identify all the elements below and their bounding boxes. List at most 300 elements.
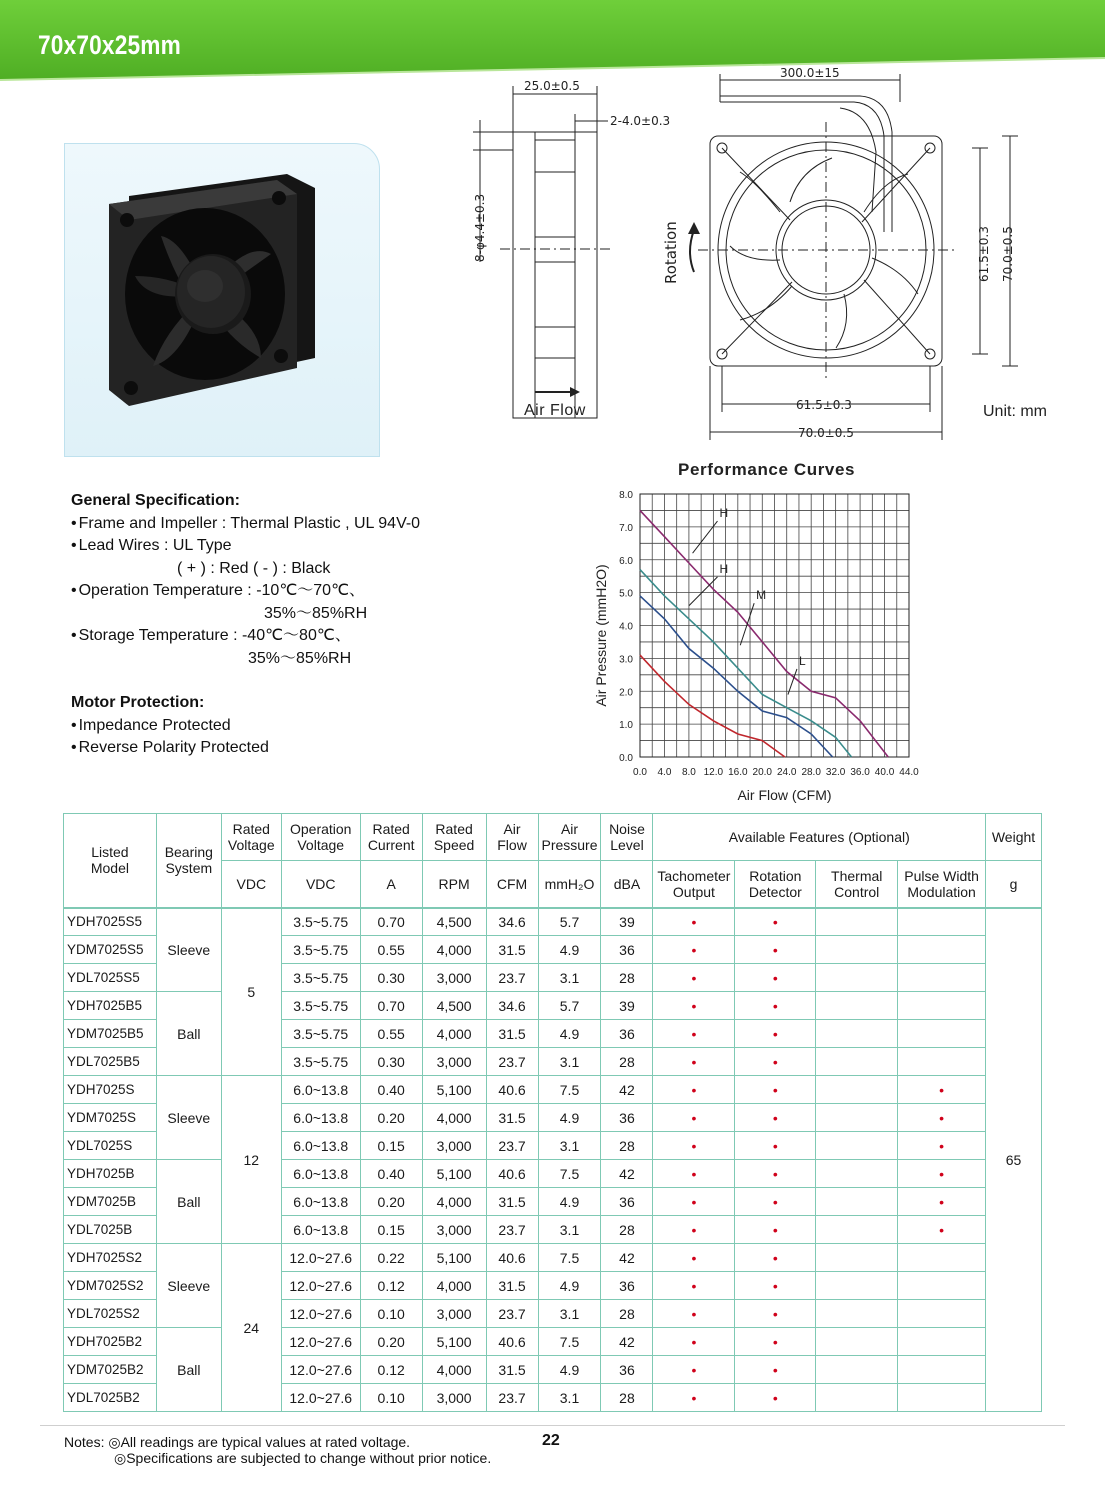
cell-feature-pwm — [898, 964, 986, 992]
cell-operation-voltage: 3.5~5.75 — [281, 964, 360, 992]
x-tick-label: 40.0 — [874, 767, 895, 778]
dim-size-v-label: 70.0±0.5 — [1001, 226, 1015, 282]
cell-bearing: Ball — [156, 1328, 221, 1412]
cell-feature-rot: • — [735, 1076, 816, 1104]
cell-feature-thermal — [816, 1216, 898, 1244]
cell-air-flow: 23.7 — [486, 1384, 538, 1412]
col-rated-voltage: Rated Voltage — [221, 814, 281, 861]
col-rated-current: Rated Current — [360, 814, 422, 861]
cell-feature-thermal — [816, 1244, 898, 1272]
cell-operation-voltage: 6.0~13.8 — [281, 1160, 360, 1188]
cell-operation-voltage: 6.0~13.8 — [281, 1188, 360, 1216]
cell-feature-rot: • — [735, 908, 816, 936]
cell-rated-current: 0.30 — [360, 1048, 422, 1076]
y-tick-label: 0.0 — [619, 753, 633, 764]
cell-rated-current: 0.55 — [360, 936, 422, 964]
cell-rated-speed: 4,000 — [422, 1272, 486, 1300]
cell-feature-rot: • — [735, 1356, 816, 1384]
airflow-label: Air Flow — [524, 402, 586, 419]
cell-rated-current: 0.20 — [360, 1328, 422, 1356]
cell-air-pressure: 4.9 — [538, 1188, 601, 1216]
cell-rated-current: 0.30 — [360, 964, 422, 992]
cell-feature-tach: • — [653, 1384, 735, 1412]
cell-rated-voltage: 12 — [221, 1076, 281, 1244]
x-tick-label: 0.0 — [633, 767, 647, 778]
cell-feature-thermal — [816, 1048, 898, 1076]
x-tick-label: 36.0 — [850, 767, 870, 778]
cell-rated-speed: 5,100 — [422, 1244, 486, 1272]
page-title: 70x70x25mm — [38, 30, 181, 60]
notes-label: Notes: — [64, 1434, 105, 1450]
x-tick-label: 24.0 — [776, 767, 797, 778]
cell-noise: 28 — [601, 1132, 653, 1160]
cell-rated-current: 0.12 — [360, 1356, 422, 1384]
cell-noise: 36 — [601, 1104, 653, 1132]
dim-hole-spacing-h-label: 61.5±0.3 — [796, 398, 852, 412]
cell-model: YDH7025B5 — [64, 992, 157, 1020]
cell-model: YDM7025S5 — [64, 936, 157, 964]
cell-feature-pwm: • — [898, 1132, 986, 1160]
cell-noise: 42 — [601, 1328, 653, 1356]
cell-air-flow: 31.5 — [486, 1104, 538, 1132]
cell-operation-voltage: 3.5~5.75 — [281, 908, 360, 936]
table-row — [64, 1076, 1042, 1104]
cell-air-pressure: 3.1 — [538, 1216, 601, 1244]
cell-feature-pwm: • — [898, 1104, 986, 1132]
cell-feature-thermal — [816, 964, 898, 992]
cell-feature-rot: • — [735, 936, 816, 964]
cell-noise: 28 — [601, 964, 653, 992]
cell-feature-rot: • — [735, 1132, 816, 1160]
cell-feature-thermal — [816, 1076, 898, 1104]
cell-feature-pwm — [898, 936, 986, 964]
cell-feature-pwm — [898, 1300, 986, 1328]
note-1: ◎All readings are typical values at rated voltage. — [108, 1434, 411, 1450]
cell-operation-voltage: 3.5~5.75 — [281, 1020, 360, 1048]
cell-feature-tach: • — [653, 1132, 735, 1160]
rotation-label: Rotation — [662, 221, 680, 284]
unit-rated-speed: RPM — [422, 861, 486, 908]
col-weight: Weight — [986, 814, 1042, 861]
cell-operation-voltage: 6.0~13.8 — [281, 1132, 360, 1160]
cell-operation-voltage: 12.0~27.6 — [281, 1272, 360, 1300]
series-leader-line — [740, 603, 754, 645]
cell-noise: 36 — [601, 936, 653, 964]
cell-rated-speed: 4,000 — [422, 1020, 486, 1048]
cell-feature-thermal — [816, 1188, 898, 1216]
cell-noise: 42 — [601, 1076, 653, 1104]
cell-air-pressure: 3.1 — [538, 1048, 601, 1076]
cell-air-pressure: 7.5 — [538, 1244, 601, 1272]
cell-operation-voltage: 6.0~13.8 — [281, 1104, 360, 1132]
y-tick-label: 2.0 — [619, 687, 633, 699]
table-row — [64, 1244, 1042, 1272]
cell-feature-rot: • — [735, 992, 816, 1020]
series-line-l — [640, 655, 785, 757]
col-noise: Noise Level — [601, 814, 653, 861]
cell-rated-speed: 4,500 — [422, 992, 486, 1020]
cell-rated-current: 0.20 — [360, 1104, 422, 1132]
cell-rated-current: 0.15 — [360, 1132, 422, 1160]
x-tick-label: 12.0 — [703, 767, 724, 778]
x-tick-label: 28.0 — [801, 767, 821, 778]
cell-feature-pwm: • — [898, 1216, 986, 1244]
cell-feature-rot: • — [735, 1272, 816, 1300]
cell-feature-thermal — [816, 908, 898, 936]
spec-table — [63, 813, 1042, 1412]
cell-operation-voltage: 12.0~27.6 — [281, 1300, 360, 1328]
cell-bearing: Sleeve — [156, 908, 221, 992]
unit-rated-voltage: VDC — [221, 861, 281, 908]
cell-air-pressure: 4.9 — [538, 936, 601, 964]
cell-bearing: Sleeve — [156, 1076, 221, 1160]
cell-air-pressure: 4.9 — [538, 1272, 601, 1300]
cell-air-flow: 34.6 — [486, 992, 538, 1020]
cell-feature-tach: • — [653, 1076, 735, 1104]
cell-bearing: Sleeve — [156, 1244, 221, 1328]
cell-model: YDM7025S — [64, 1104, 157, 1132]
col-rotation-detector: Rotation Detector — [735, 861, 816, 908]
cell-operation-voltage: 12.0~27.6 — [281, 1356, 360, 1384]
cell-noise: 39 — [601, 908, 653, 936]
cell-air-pressure: 3.1 — [538, 1300, 601, 1328]
cell-feature-thermal — [816, 1300, 898, 1328]
cell-air-pressure: 5.7 — [538, 908, 601, 936]
cell-feature-pwm — [898, 1244, 986, 1272]
cell-feature-rot: • — [735, 1328, 816, 1356]
cell-feature-tach: • — [653, 1272, 735, 1300]
spec-lead-colors: ( + ) : Red ( - ) : Black — [177, 559, 331, 577]
cell-feature-tach: • — [653, 908, 735, 936]
cell-rated-current: 0.40 — [360, 1160, 422, 1188]
cell-rated-speed: 3,000 — [422, 1216, 486, 1244]
cell-feature-pwm — [898, 1356, 986, 1384]
dim-width-label: 25.0±0.5 — [524, 79, 580, 93]
cell-rated-speed: 3,000 — [422, 1048, 486, 1076]
cell-feature-tach: • — [653, 964, 735, 992]
col-bearing: Bearing System — [156, 814, 221, 908]
cell-rated-current: 0.10 — [360, 1384, 422, 1412]
unit-label: Unit: mm — [983, 403, 1047, 420]
cell-feature-pwm — [898, 1272, 986, 1300]
x-tick-label: 32.0 — [825, 767, 846, 778]
cell-noise: 28 — [601, 1048, 653, 1076]
cell-model: YDH7025S2 — [64, 1244, 157, 1272]
cell-model: YDH7025B2 — [64, 1328, 157, 1356]
cell-rated-speed: 5,100 — [422, 1076, 486, 1104]
cell-model: YDH7025S5 — [64, 908, 157, 936]
col-features: Available Features (Optional) — [653, 814, 986, 861]
cell-air-pressure: 3.1 — [538, 1384, 601, 1412]
unit-rated-current: A — [360, 861, 422, 908]
table-row — [64, 908, 1042, 936]
cell-rated-current: 0.22 — [360, 1244, 422, 1272]
series-label: H — [719, 506, 729, 521]
cell-noise: 36 — [601, 1272, 653, 1300]
cell-noise: 28 — [601, 1300, 653, 1328]
cell-feature-tach: • — [653, 1356, 735, 1384]
cell-bearing: Ball — [156, 1160, 221, 1244]
dim-lead-label: 300.0±15 — [780, 66, 840, 80]
cell-rated-current: 0.70 — [360, 992, 422, 1020]
x-axis-label: Air Flow (CFM) — [737, 787, 832, 803]
cell-noise: 36 — [601, 1188, 653, 1216]
cell-rated-speed: 3,000 — [422, 1300, 486, 1328]
col-pwm: Pulse Width Modulation — [898, 861, 986, 908]
cell-feature-tach: • — [653, 1020, 735, 1048]
note-2: ◎Specifications are subjected to change without prior notice. — [114, 1450, 492, 1466]
cell-model: YDM7025S2 — [64, 1272, 157, 1300]
cell-air-flow: 40.6 — [486, 1244, 538, 1272]
cell-feature-rot: • — [735, 1300, 816, 1328]
general-spec-heading: General Specification: — [71, 492, 240, 509]
spec-storage-temp: • Storage Temperature : -40℃～80℃、 — [71, 625, 420, 648]
cell-rated-speed: 5,100 — [422, 1160, 486, 1188]
cell-operation-voltage: 3.5~5.75 — [281, 936, 360, 964]
cell-air-pressure: 3.1 — [538, 1132, 601, 1160]
spec-storage-rh: 35%～85%RH — [248, 649, 352, 667]
cell-rated-speed: 3,000 — [422, 1384, 486, 1412]
cell-air-flow: 23.7 — [486, 1300, 538, 1328]
cell-noise: 36 — [601, 1020, 653, 1048]
cell-rated-current: 0.70 — [360, 908, 422, 936]
cell-rated-speed: 4,000 — [422, 936, 486, 964]
protection-impedance: • Impedance Protected — [71, 715, 420, 738]
cell-rated-speed: 4,500 — [422, 908, 486, 936]
cell-rated-speed: 5,100 — [422, 1328, 486, 1356]
y-tick-label: 4.0 — [619, 621, 633, 633]
table-row — [64, 1328, 1042, 1356]
cell-noise: 28 — [601, 1384, 653, 1412]
dim-wall-label: 2-4.0±0.3 — [610, 114, 671, 128]
cell-feature-tach: • — [653, 1160, 735, 1188]
cell-model: YDH7025B — [64, 1160, 157, 1188]
col-listed-model: Listed Model — [64, 814, 157, 908]
cell-model: YDL7025B5 — [64, 1048, 157, 1076]
series-label: H — [719, 561, 729, 576]
unit-air-flow: CFM — [486, 861, 538, 908]
product-photo-panel — [64, 143, 380, 457]
unit-noise: dBA — [601, 861, 653, 908]
col-operation-voltage: Operation Voltage — [281, 814, 360, 861]
cell-air-pressure: 4.9 — [538, 1104, 601, 1132]
cell-feature-pwm — [898, 992, 986, 1020]
cell-feature-tach: • — [653, 1244, 735, 1272]
cell-feature-thermal — [816, 1328, 898, 1356]
cell-feature-pwm: • — [898, 1076, 986, 1104]
cell-operation-voltage: 6.0~13.8 — [281, 1216, 360, 1244]
cell-rated-speed: 4,000 — [422, 1104, 486, 1132]
cell-feature-thermal — [816, 1160, 898, 1188]
cell-feature-thermal — [816, 992, 898, 1020]
x-tick-label: 44.0 — [899, 767, 919, 778]
cell-rated-current: 0.15 — [360, 1216, 422, 1244]
dim-hole-spacing-v-label: 61.5±0.3 — [977, 226, 991, 282]
spec-operation-rh: 35%～85%RH — [264, 604, 368, 622]
cell-air-flow: 31.5 — [486, 1356, 538, 1384]
cell-feature-rot: • — [735, 1188, 816, 1216]
cell-feature-pwm: • — [898, 1160, 986, 1188]
cell-model: YDL7025S — [64, 1132, 157, 1160]
cell-rated-current: 0.12 — [360, 1272, 422, 1300]
protection-reverse-polarity: • Reverse Polarity Protected — [71, 737, 420, 760]
y-tick-label: 7.0 — [619, 522, 633, 534]
cell-air-flow: 40.6 — [486, 1076, 538, 1104]
cell-model: YDM7025B2 — [64, 1356, 157, 1384]
cell-operation-voltage: 12.0~27.6 — [281, 1328, 360, 1356]
cell-feature-thermal — [816, 1272, 898, 1300]
cell-noise: 42 — [601, 1244, 653, 1272]
cell-feature-rot: • — [735, 1384, 816, 1412]
y-tick-label: 5.0 — [619, 588, 633, 600]
cell-feature-thermal — [816, 1020, 898, 1048]
motor-protection-heading: Motor Protection: — [71, 694, 205, 711]
notes — [64, 1434, 491, 1466]
unit-air-pressure: mmH₂O — [538, 861, 601, 908]
cell-model: YDL7025S2 — [64, 1300, 157, 1328]
y-tick-label: 6.0 — [619, 555, 633, 567]
cell-model: YDL7025B2 — [64, 1384, 157, 1412]
cell-air-pressure: 4.9 — [538, 1020, 601, 1048]
cell-feature-thermal — [816, 936, 898, 964]
series-label: L — [798, 653, 806, 668]
cell-operation-voltage: 3.5~5.75 — [281, 1048, 360, 1076]
cell-feature-pwm: • — [898, 1188, 986, 1216]
table-row — [64, 1160, 1042, 1188]
dim-holes-label: 8-φ4.4±0.3 — [473, 193, 487, 262]
general-specification — [71, 490, 420, 760]
cell-feature-pwm — [898, 1048, 986, 1076]
cell-feature-rot: • — [735, 1020, 816, 1048]
cell-operation-voltage: 12.0~27.6 — [281, 1384, 360, 1412]
unit-operation-voltage: VDC — [281, 861, 360, 908]
cell-operation-voltage: 3.5~5.75 — [281, 992, 360, 1020]
cell-air-flow: 23.7 — [486, 1048, 538, 1076]
cell-model: YDM7025B5 — [64, 1020, 157, 1048]
spec-lead-wires: • Lead Wires : UL Type — [71, 535, 420, 558]
cell-air-flow: 31.5 — [486, 936, 538, 964]
cell-rated-current: 0.55 — [360, 1020, 422, 1048]
cell-air-flow: 40.6 — [486, 1160, 538, 1188]
cell-rated-speed: 3,000 — [422, 964, 486, 992]
cell-air-flow: 34.6 — [486, 908, 538, 936]
dim-size-h-label: 70.0±0.5 — [798, 426, 854, 440]
spec-operation-temp: • Operation Temperature : -10℃～70℃、 — [71, 580, 420, 603]
cell-feature-rot: • — [735, 1244, 816, 1272]
cell-air-pressure: 3.1 — [538, 964, 601, 992]
cell-air-flow: 31.5 — [486, 1188, 538, 1216]
cell-feature-pwm — [898, 1020, 986, 1048]
cell-rated-speed: 4,000 — [422, 1188, 486, 1216]
y-tick-label: 8.0 — [619, 490, 633, 501]
table-row — [64, 992, 1042, 1020]
cell-model: YDL7025S5 — [64, 964, 157, 992]
x-tick-label: 8.0 — [681, 767, 696, 778]
cell-air-pressure: 4.9 — [538, 1356, 601, 1384]
cell-feature-tach: • — [653, 936, 735, 964]
cell-operation-voltage: 6.0~13.8 — [281, 1076, 360, 1104]
cell-feature-rot: • — [735, 964, 816, 992]
cell-feature-rot: • — [735, 1104, 816, 1132]
footer-divider — [40, 1425, 1065, 1426]
cell-air-flow: 23.7 — [486, 964, 538, 992]
cell-feature-tach: • — [653, 1328, 735, 1356]
cell-air-pressure: 7.5 — [538, 1328, 601, 1356]
col-thermal-control: Thermal Control — [816, 861, 898, 908]
cell-feature-thermal — [816, 1384, 898, 1412]
cell-air-pressure: 7.5 — [538, 1076, 601, 1104]
cell-model: YDM7025B — [64, 1188, 157, 1216]
cell-weight: 65 — [986, 908, 1042, 1412]
cell-bearing: Ball — [156, 992, 221, 1076]
cell-rated-speed: 3,000 — [422, 1132, 486, 1160]
col-tachometer: Tachometer Output — [653, 861, 735, 908]
side-view-outline — [513, 132, 597, 418]
page-number: 22 — [542, 1432, 560, 1449]
col-air-pressure: Air Pressure — [538, 814, 601, 861]
performance-chart — [590, 482, 935, 807]
cell-air-pressure: 7.5 — [538, 1160, 601, 1188]
cell-feature-pwm — [898, 908, 986, 936]
cell-rated-current: 0.40 — [360, 1076, 422, 1104]
cell-feature-pwm — [898, 1328, 986, 1356]
unit-weight: g — [986, 861, 1042, 908]
chart-title: Performance Curves — [678, 460, 856, 479]
fan-photo — [65, 144, 381, 458]
cell-feature-tach: • — [653, 1048, 735, 1076]
mechanical-drawing — [440, 62, 1080, 442]
cell-feature-tach: • — [653, 1104, 735, 1132]
cell-rated-voltage: 5 — [221, 908, 281, 1076]
x-tick-label: 16.0 — [728, 767, 748, 778]
series-label: M — [756, 588, 767, 603]
y-axis-label: Air Pressure (mmH2O) — [593, 564, 609, 707]
cell-feature-thermal — [816, 1356, 898, 1384]
cell-air-flow: 23.7 — [486, 1132, 538, 1160]
cell-feature-rot: • — [735, 1216, 816, 1244]
cell-feature-tach: • — [653, 992, 735, 1020]
col-air-flow: Air Flow — [486, 814, 538, 861]
cell-rated-current: 0.10 — [360, 1300, 422, 1328]
cell-rated-speed: 4,000 — [422, 1356, 486, 1384]
cell-air-flow: 23.7 — [486, 1216, 538, 1244]
cell-model: YDL7025B — [64, 1216, 157, 1244]
cell-model: YDH7025S — [64, 1076, 157, 1104]
cell-air-flow: 31.5 — [486, 1020, 538, 1048]
y-tick-label: 3.0 — [619, 654, 633, 666]
cell-operation-voltage: 12.0~27.6 — [281, 1244, 360, 1272]
cell-feature-tach: • — [653, 1216, 735, 1244]
spec-frame: • Frame and Impeller : Thermal Plastic , UL 94V-0 — [71, 513, 420, 536]
cell-noise: 28 — [601, 1216, 653, 1244]
cell-feature-rot: • — [735, 1160, 816, 1188]
cell-feature-pwm — [898, 1384, 986, 1412]
cell-rated-voltage: 24 — [221, 1244, 281, 1412]
cell-air-pressure: 5.7 — [538, 992, 601, 1020]
col-rated-speed: Rated Speed — [422, 814, 486, 861]
cell-feature-thermal — [816, 1104, 898, 1132]
cell-rated-current: 0.20 — [360, 1188, 422, 1216]
cell-feature-thermal — [816, 1132, 898, 1160]
x-tick-label: 20.0 — [752, 767, 773, 778]
cell-noise: 42 — [601, 1160, 653, 1188]
series-line-h — [640, 570, 852, 757]
cell-noise: 39 — [601, 992, 653, 1020]
x-tick-label: 4.0 — [657, 767, 672, 778]
cell-feature-tach: • — [653, 1300, 735, 1328]
y-tick-label: 1.0 — [619, 720, 633, 732]
cell-air-flow: 40.6 — [486, 1328, 538, 1356]
